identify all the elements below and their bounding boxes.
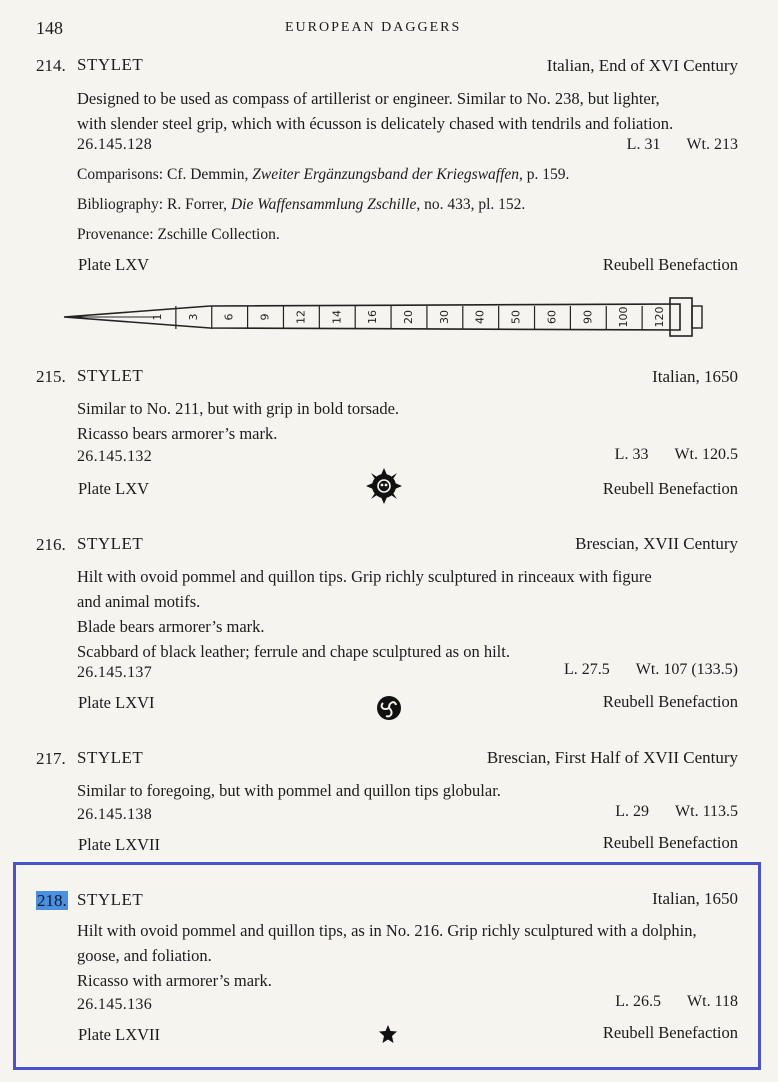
entry-description xyxy=(77,778,742,803)
plate-reference: Plate LXV xyxy=(78,255,150,274)
plate-reference: Plate LXVI xyxy=(78,693,155,712)
scale-mark-label: 6 xyxy=(222,313,236,321)
benefaction: Reubell Benefaction xyxy=(602,692,738,711)
sun-mark-icon xyxy=(365,467,403,505)
plate-reference: Plate LXVII xyxy=(78,1025,161,1044)
measurements xyxy=(538,661,738,679)
accession-number: 26.145.137 xyxy=(77,664,152,681)
entry-number: 214. xyxy=(36,56,66,75)
description-line: and animal motifs. xyxy=(77,592,201,611)
measurements xyxy=(589,446,738,464)
description-line: Ricasso bears armorer’s mark. xyxy=(77,424,278,443)
entry-number-highlighted[interactable]: 218. xyxy=(37,891,67,910)
entry-origin: Italian, 1650 xyxy=(652,889,738,908)
accession-number: 26.145.136 xyxy=(77,996,152,1013)
description-line: Designed to be used as compass of artillerist or engineer. Similar to No. 238, but lighter, xyxy=(77,89,660,108)
entry-number: 216. xyxy=(36,535,66,554)
description-line: goose, and foliation. xyxy=(77,946,212,965)
scale-mark-label: 40 xyxy=(473,310,487,324)
entry-title: STYLET xyxy=(77,534,144,553)
page-number: 148 xyxy=(36,18,63,38)
measurements xyxy=(589,993,738,1011)
scale-mark-label: 20 xyxy=(402,310,415,324)
scale-mark-label: 1 xyxy=(150,313,164,321)
benefaction: Reubell Benefaction xyxy=(602,833,738,852)
scale-mark-label: 90 xyxy=(581,310,595,324)
provenance-line: Provenance: Zschille Collection. xyxy=(77,226,280,243)
entry-title: STYLET xyxy=(77,55,144,74)
description-line: Scabbard of black leather; ferrule and chape sculptured as on hilt. xyxy=(77,642,510,661)
plate-reference: Plate LXVII xyxy=(78,835,161,854)
scale-mark-label: 60 xyxy=(545,310,559,324)
scale-mark-label: 3 xyxy=(186,313,200,321)
weight-value: Wt. 118 xyxy=(687,993,738,1010)
stylet-scale-drawing xyxy=(60,292,710,342)
length-value: L. 29 xyxy=(615,803,650,820)
description-line: with slender steel grip, which with écusson is delicately chased with tendrils and foliation. xyxy=(77,114,674,133)
entry-title: STYLET xyxy=(77,748,144,767)
benefaction: Reubell Benefaction xyxy=(602,255,738,274)
running-title: EUROPEAN DAGGERS xyxy=(285,20,462,35)
measurements xyxy=(601,136,738,154)
accession-number: 26.145.128 xyxy=(77,136,152,153)
length-value: L. 31 xyxy=(626,136,661,153)
weight-value: Wt. 120.5 xyxy=(674,446,738,463)
scale-mark-label: 14 xyxy=(330,310,344,324)
length-value: L. 33 xyxy=(614,446,649,463)
comparisons-line: Comparisons: Cf. Demmin, Zweiter Ergänzungsband der Kriegswaffen, p. 159. xyxy=(77,166,570,183)
entry-number: 215. xyxy=(36,367,66,386)
accession-number: 26.145.138 xyxy=(77,806,152,823)
scale-mark-label: 120 xyxy=(653,306,667,328)
entry-description xyxy=(77,564,742,664)
star-mark-icon xyxy=(379,1025,397,1045)
scale-mark-label: 9 xyxy=(258,313,272,321)
entry-description xyxy=(77,86,742,136)
entry-origin: Italian, 1650 xyxy=(652,367,738,386)
triskele-mark-icon xyxy=(375,694,403,722)
weight-value: Wt. 113.5 xyxy=(675,803,738,820)
bibliography-line: Bibliography: R. Forrer, Die Waffensammlung Zschille, no. 433, pl. 152. xyxy=(77,196,526,213)
description-line: Ricasso with armorer’s mark. xyxy=(77,971,272,990)
description-line: Blade bears armorer’s mark. xyxy=(77,617,265,636)
entry-title: STYLET xyxy=(77,366,144,385)
scale-mark-label: 30 xyxy=(437,310,451,324)
entry-origin: Brescian, XVII Century xyxy=(575,534,738,553)
scale-mark-label: 50 xyxy=(509,310,523,324)
entry-number: 217. xyxy=(36,749,66,768)
entry-description xyxy=(77,396,742,446)
weight-value: Wt. 107 (133.5) xyxy=(635,661,738,678)
entry-origin: Brescian, First Half of XVII Century xyxy=(486,748,738,767)
description-line: Similar to No. 211, but with grip in bold torsade. xyxy=(77,399,400,418)
entry-description xyxy=(77,918,742,993)
scale-mark-label: 16 xyxy=(366,310,380,324)
weight-value: Wt. 213 xyxy=(686,136,738,153)
description-line: Hilt with ovoid pommel and quillon tips. Grip richly sculptured in rinceaux with figure xyxy=(77,567,652,586)
entry-title: STYLET xyxy=(77,890,144,909)
entry-origin: Italian, End of XVI Century xyxy=(546,56,738,75)
length-value: L. 26.5 xyxy=(615,993,662,1010)
plate-reference: Plate LXV xyxy=(78,479,150,498)
benefaction: Reubell Benefaction xyxy=(602,1023,738,1042)
scale-ticks xyxy=(151,306,666,329)
description-line: Hilt with ovoid pommel and quillon tips, as in No. 216. Grip richly sculptured with a dolphin, xyxy=(77,921,697,940)
scale-mark-label: 12 xyxy=(294,310,308,324)
length-value: L. 27.5 xyxy=(564,661,610,678)
accession-number: 26.145.132 xyxy=(77,448,152,465)
benefaction: Reubell Benefaction xyxy=(602,479,738,498)
measurements xyxy=(589,803,738,821)
description-line: Similar to foregoing, but with pommel and quillon tips globular. xyxy=(77,781,501,800)
scale-mark-label: 100 xyxy=(617,306,631,328)
